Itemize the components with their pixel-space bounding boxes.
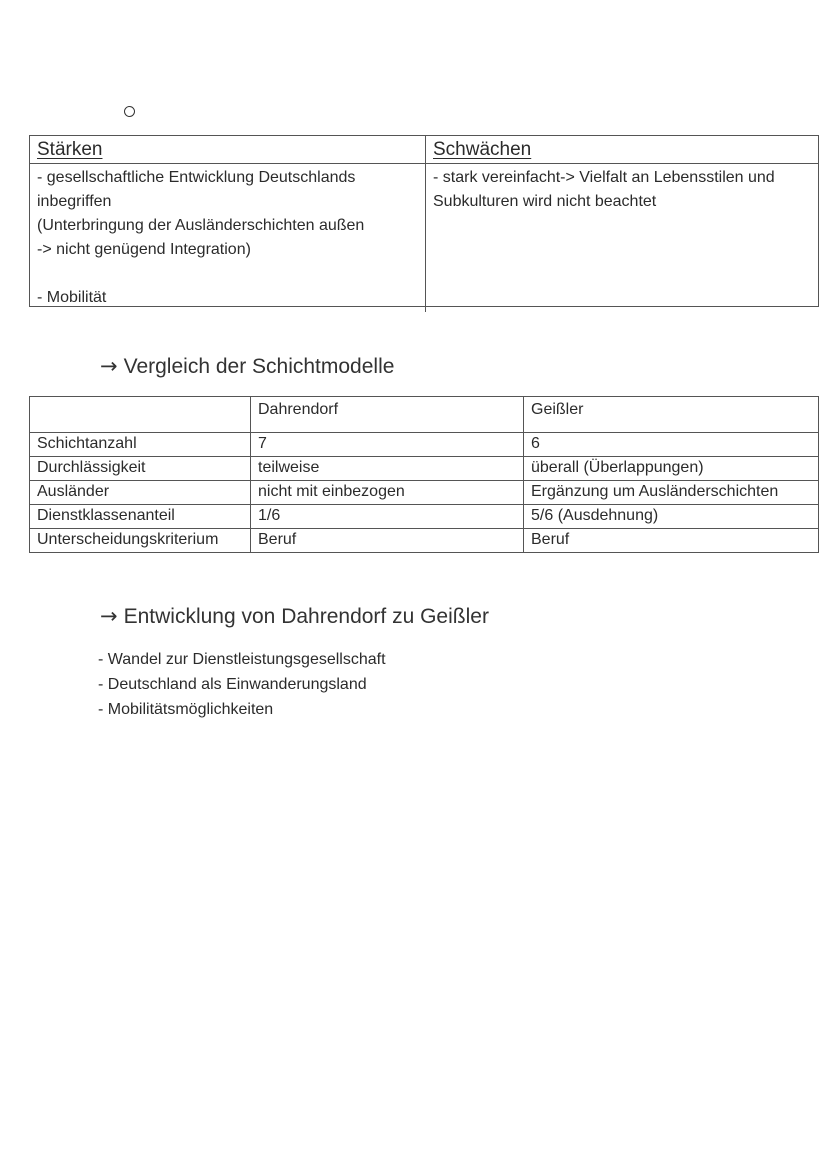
hollow-bullet-icon [124,106,135,117]
strengths-weaknesses-table [29,135,819,307]
table-row [30,457,819,481]
table-row [30,481,819,505]
list-item: - Deutschland als Einwanderungsland [98,676,367,693]
schwaechen-cell [426,164,818,312]
staerken-line: (Unterbringung der Ausländerschichten außen [37,217,365,234]
list-item: - Wandel zur Dienstleistungsgesellschaft [98,651,386,668]
row-label: Ausländer [30,481,251,505]
cell-geissler: Beruf [524,529,819,553]
staerken-line: -> nicht genügend Integration) [37,241,251,258]
cell-dahrendorf: 1/6 [251,505,524,529]
row-label: Durchlässigkeit [30,457,251,481]
heading-vergleich-text: Vergleich der Schichtmodelle [123,355,395,378]
header-schwaechen: Schwächen [426,136,818,164]
cell-dahrendorf: 7 [251,433,524,457]
heading-entwicklung-text: Entwicklung von Dahrendorf zu Geißler [123,605,489,628]
heading-vergleich [100,354,394,379]
staerken-line: - gesellschaftliche Entwicklung Deutschlands [37,169,356,186]
header-cell-dahrendorf: Dahrendorf [251,397,524,433]
schwaechen-line: - stark vereinfacht-> Vielfalt an Lebensstilen und [433,169,775,186]
comparison-table [29,396,819,553]
table-header-row [30,397,819,433]
row-label: Dienstklassenanteil [30,505,251,529]
row-label: Schichtanzahl [30,433,251,457]
header-cell-empty [30,397,251,433]
staerken-blank-line [37,262,418,286]
heading-entwicklung [100,604,489,629]
schwaechen-line: Subkulturen wird nicht beachtet [433,193,657,210]
arrow-right-icon: → [100,354,118,378]
development-list [98,647,386,722]
cell-dahrendorf: nicht mit einbezogen [251,481,524,505]
cell-dahrendorf: teilweise [251,457,524,481]
cell-geissler: Ergänzung um Ausländerschichten [524,481,819,505]
table-row [30,529,819,553]
cell-geissler: 5/6 (Ausdehnung) [524,505,819,529]
table-row [30,433,819,457]
cell-geissler: überall (Überlappungen) [524,457,819,481]
cell-geissler: 6 [524,433,819,457]
staerken-cell [30,164,426,312]
arrow-right-icon: → [100,604,118,628]
cell-dahrendorf: Beruf [251,529,524,553]
table-row [30,505,819,529]
staerken-line: - Mobilität [37,289,107,306]
staerken-line: inbegriffen [37,193,112,210]
header-staerken: Stärken [30,136,426,164]
header-cell-geissler: Geißler [524,397,819,433]
list-item: - Mobilitätsmöglichkeiten [98,701,274,718]
row-label: Unterscheidungskriterium [30,529,251,553]
